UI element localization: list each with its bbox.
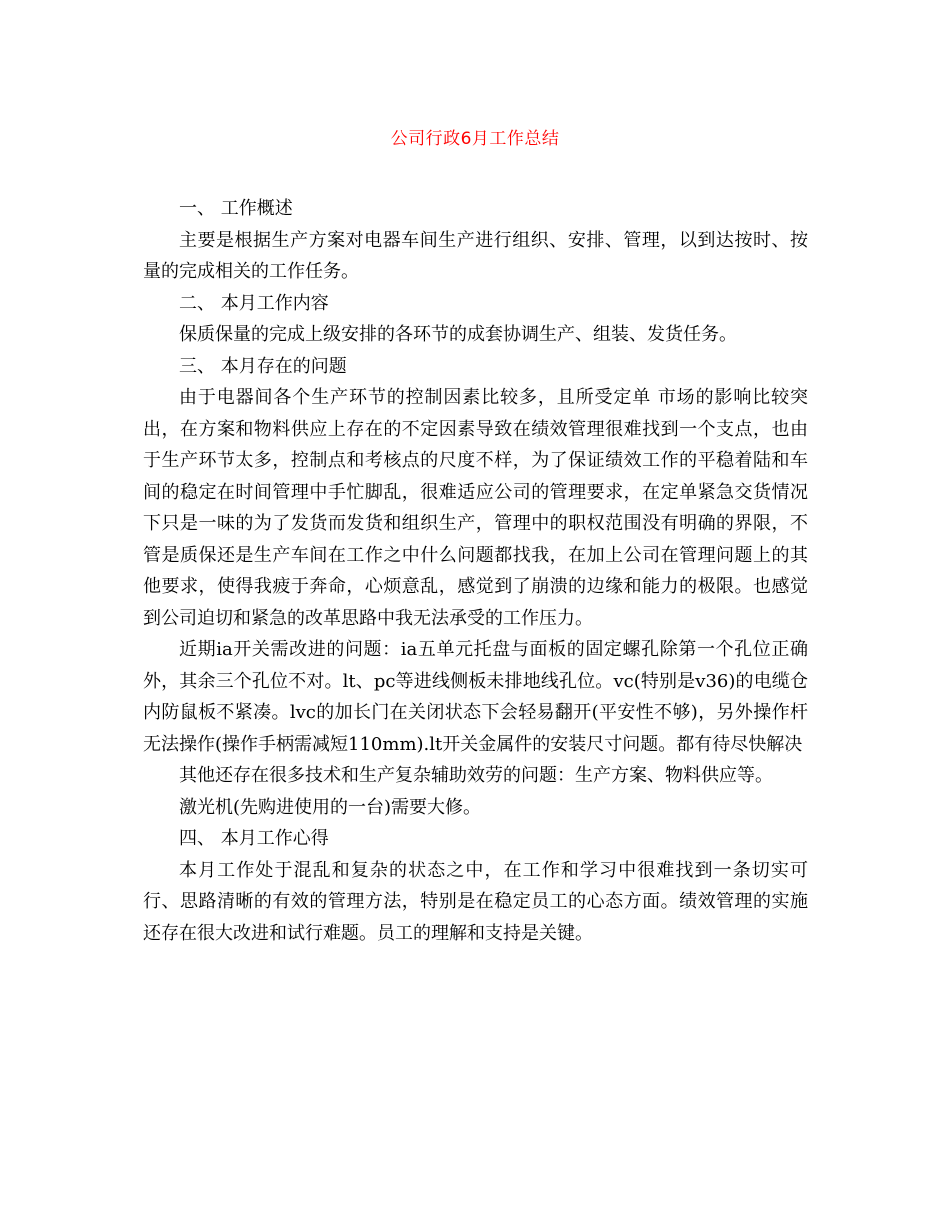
section-heading: 二、 本月工作内容 bbox=[179, 292, 329, 314]
paragraph: 本月工作处于混乱和复杂的状态之中，在工作和学习中很难找到一条切实可行、思路清晰的有效的管理方法，特别是在稳定员工的心态方面。绩效管理的实施还存在很大改进和试行难题。员工的理解和支持是关键。 bbox=[143, 859, 808, 944]
paragraph: 保质保量的完成上级安排的各环节的成套协调生产、组装、发货任务。 bbox=[179, 324, 737, 345]
paragraph: 近期ia开关需改进的问题：ia五单元托盘与面板的固定螺孔除第一个孔位正确外，其余三个孔位不对。lt、pc等进线侧板未排地线孔位。vc(特别是v36)的电缆仓内防鼠板不紧凑。lvc的加长门在关闭状态下会轻易翻开(平安性不够)，另外操作杆无法操作(操作手柄需减短110mm).lt开关金属件的安装尺寸问题。都有待尽快解决 bbox=[143, 639, 808, 755]
paragraph: 主要是根据生产方案对电器车间生产进行组织、安排、管理，以到达按时、按量的完成相关的工作任务。 bbox=[143, 229, 808, 282]
document-body bbox=[143, 193, 808, 949]
paragraph: 其他还存在很多技术和生产复杂辅助效劳的问题：生产方案、物料供应等。 bbox=[179, 765, 773, 786]
section-heading: 四、 本月工作心得 bbox=[179, 828, 329, 849]
section-heading: 三、 本月存在的问题 bbox=[179, 355, 347, 377]
document-title: 公司行政6月工作总结 bbox=[390, 129, 560, 149]
paragraph: 由于电器间各个生产环节的控制因素比较多，且所受定单 市场的影响比较突出，在方案和物料供应上存在的不定因素导致在绩效管理很难找到一个支点，也由于生产环节太多，控制点和考核点的尺度不样，为了保证绩效工作的平稳着陆和车间的稳定在时间管理中手忙脚乱，很难适应公司的管理要求，在定单紧急交货情况下只是一味的为了发货而发货和组织生产，管理中的职权范围没有明确的界限，不管是质保还是生产车间在工作之中什么问题都找我，在加上公司在管理问题上的其他要求，使得我疲于奔命，心烦意乱，感觉到了崩溃的边缘和能力的极限。也感觉到公司迫切和紧急的改革思路中我无法承受的工作压力。 bbox=[143, 387, 808, 629]
paragraph: 激光机(先购进使用的一台)需要大修。 bbox=[179, 796, 482, 818]
section-heading: 一、 工作概述 bbox=[179, 198, 293, 219]
